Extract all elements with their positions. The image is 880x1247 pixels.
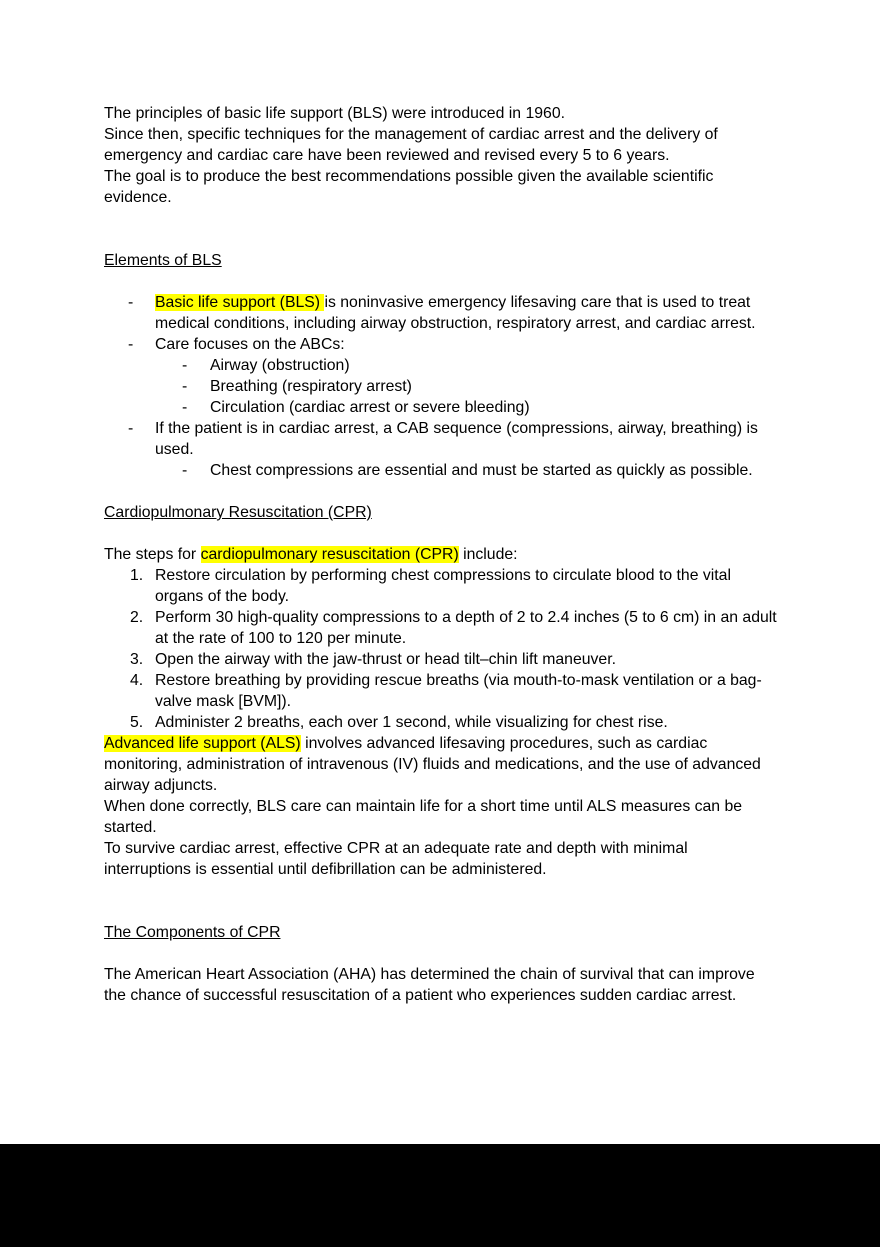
list-number-marker: 4. [130,672,144,689]
list-number-marker: 3. [130,651,144,668]
survive-arrest-paragraph: To survive cardiac arrest, effective CPR at an adequate rate and depth with minimal interruptions is essential until defibrillation can be administered. [104,840,688,878]
cpr-step-3-text: Open the airway with the jaw-thrust or head tilt–chin lift maneuver. [155,651,616,668]
heading-elements-of-bls: Elements of BLS [104,252,222,269]
aha-paragraph: The American Heart Association (AHA) has determined the chain of survival that can improve the chance of successful resuscitation of a patient who experiences sudden cardiac arrest. [104,966,755,1004]
list-number-marker: 5. [130,714,144,731]
cpr-step-2 [104,607,778,649]
intro-paragraph-3: The goal is to produce the best recommendations possible given the available scientific evidence. [104,168,714,206]
sub-bullet-airway [104,355,778,376]
bullet-item-abcs-text: Care focuses on the ABCs: [155,336,345,353]
sub-bullet-circulation [104,397,778,418]
spacer [104,880,778,922]
highlight-bls: Basic life support (BLS) [155,294,325,311]
highlight-cpr: cardiopulmonary resuscitation (CPR) [200,546,459,563]
bullet-dash-marker: - [182,357,188,374]
sub-bullet-chest-compressions-text: Chest compressions are essential and must be started as quickly as possible. [210,462,753,479]
spacer [104,481,778,502]
bullet-item-cab [104,418,778,460]
list-number-marker: 2. [130,609,144,626]
highlight-als: Advanced life support (ALS) [104,735,301,752]
heading-components-of-cpr: The Components of CPR [104,924,281,941]
bullet-bls-rest: is noninvasive emergency lifesaving care that is used to treat medical conditions, including airway obstruction, respiratory arrest, and cardiac arrest. [155,294,756,332]
bullet-dash-marker: - [128,420,134,437]
bullet-item-bls [104,292,778,334]
spacer [104,943,778,964]
bullet-dash-marker: - [128,294,134,311]
cpr-step-2-text: Perform 30 high-quality compressions to a depth of 2 to 2.4 inches (5 to 6 cm) in an adult at the rate of 100 to 120 per minute. [155,609,777,647]
bullet-item-abcs [104,334,778,355]
als-paragraph-rest: involves advanced lifesaving procedures, such as cardiac monitoring, administration of intravenous (IV) fluids and medications, and the use of advanced airway adjuncts. [104,735,761,794]
sub-bullet-airway-text: Airway (obstruction) [210,357,350,374]
heading-cpr: Cardiopulmonary Resuscitation (CPR) [104,504,372,521]
cpr-step-4 [104,670,778,712]
list-number-marker: 1. [130,567,144,584]
cpr-steps-intro-before: The steps for [104,546,201,563]
cpr-step-1 [104,565,778,607]
cpr-step-5-text: Administer 2 breaths, each over 1 second, while visualizing for chest rise. [155,714,668,731]
intro-paragraph-1: The principles of basic life support (BLS) were introduced in 1960. [104,105,565,122]
als-paragraph [104,733,778,796]
bottom-black-bar [0,1144,880,1247]
bullet-dash-marker: - [182,399,188,416]
cpr-step-4-text: Restore breathing by providing rescue breaths (via mouth-to-mask ventilation or a bag-valve mask [BVM]). [155,672,762,710]
cpr-step-1-text: Restore circulation by performing chest compressions to circulate blood to the vital organs of the body. [155,567,731,605]
bullet-dash-marker: - [182,462,188,479]
cpr-step-5 [104,712,778,733]
bullet-dash-marker: - [182,378,188,395]
spacer [104,271,778,292]
cpr-step-3 [104,649,778,670]
bls-maintain-paragraph: When done correctly, BLS care can maintain life for a short time until ALS measures can be started. [104,798,743,836]
spacer [104,208,778,250]
bullet-item-bls-text [155,292,778,334]
bullet-item-cab-text: If the patient is in cardiac arrest, a CAB sequence (compressions, airway, breathing) is used. [155,420,758,458]
sub-bullet-breathing-text: Breathing (respiratory arrest) [210,378,412,395]
document-content [104,103,778,1006]
cpr-steps-intro [104,544,778,565]
intro-paragraph-2: Since then, specific techniques for the management of cardiac arrest and the delivery of emergency and cardiac care have been reviewed and revised every 5 to 6 years. [104,126,718,164]
spacer [104,523,778,544]
sub-bullet-circulation-text: Circulation (cardiac arrest or severe bleeding) [210,399,530,416]
cpr-steps-intro-after: include: [458,546,518,563]
bullet-dash-marker: - [128,336,134,353]
sub-bullet-chest-compressions [104,460,778,481]
sub-bullet-breathing [104,376,778,397]
